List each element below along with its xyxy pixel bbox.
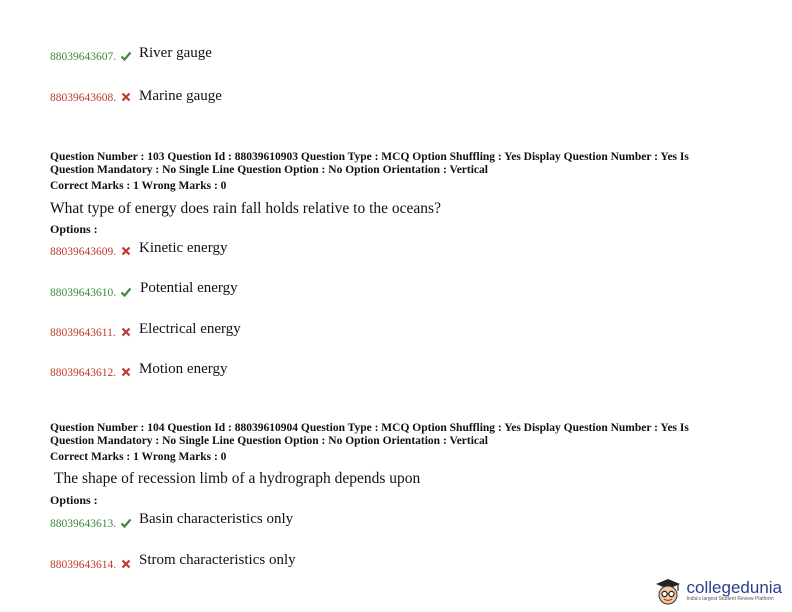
option-text: Marine gauge: [139, 88, 222, 104]
options-label: Options :: [50, 493, 98, 507]
question-text: What type of energy does rain fall holds relative to the oceans?: [50, 200, 441, 217]
option-text: Strom characteristics only: [139, 552, 296, 568]
option-id: 88039643610.: [50, 287, 117, 299]
collegedunia-logo: [653, 576, 782, 606]
option-id: 88039643612.: [50, 367, 117, 379]
option-id: 88039643613.: [50, 518, 117, 530]
marks-line: Correct Marks : 1 Wrong Marks : 0: [50, 180, 227, 192]
cross-icon: [120, 245, 132, 257]
option-row: [50, 47, 132, 65]
question-text: The shape of recession limb of a hydrograph depends upon: [54, 470, 421, 487]
graduate-mascot-icon: [653, 576, 683, 606]
marks-line: Correct Marks : 1 Wrong Marks : 0: [50, 451, 227, 463]
check-icon: [120, 50, 132, 62]
option-text: Basin characteristics only: [139, 511, 294, 527]
cross-icon: [120, 326, 132, 338]
logo-tagline: India's largest Student Review Platform: [686, 596, 774, 602]
question-meta: [50, 151, 689, 193]
option-row: [50, 555, 132, 573]
meta-line: Question Number : 103 Question Id : 88039610903 Question Type : MCQ Option Shuffling : Yes Display Question Number : Yes Is: [50, 151, 689, 163]
option-text: Potential energy: [140, 280, 238, 296]
option-text: Electrical energy: [139, 321, 241, 337]
option-id: 88039643607.: [50, 51, 117, 63]
option-id: 88039643608.: [50, 92, 117, 104]
cross-icon: [120, 558, 132, 570]
check-icon: [120, 286, 132, 298]
meta-line: Question Mandatory : No Single Line Question Option : No Option Orientation : Vertical: [50, 435, 488, 447]
check-icon: [120, 517, 132, 529]
option-row: [50, 88, 132, 106]
options-label: Options :: [50, 222, 98, 236]
option-row: [50, 283, 132, 301]
logo-name: collegedunia: [686, 578, 782, 597]
option-text: River gauge: [139, 45, 212, 61]
cross-icon: [120, 91, 132, 103]
option-text: Kinetic energy: [139, 240, 228, 256]
question-meta: [50, 422, 689, 464]
option-row: [50, 323, 132, 341]
option-id: 88039643611.: [50, 327, 116, 339]
cross-icon: [120, 366, 132, 378]
meta-line: Question Mandatory : No Single Line Question Option : No Option Orientation : Vertical: [50, 164, 488, 176]
option-row: [50, 514, 132, 532]
option-id: 88039643609.: [50, 246, 117, 258]
option-row: [50, 363, 132, 381]
option-text: Motion energy: [139, 361, 228, 377]
option-row: [50, 242, 132, 260]
meta-line: Question Number : 104 Question Id : 88039610904 Question Type : MCQ Option Shuffling : Yes Display Question Number : Yes Is: [50, 422, 689, 434]
option-id: 88039643614.: [50, 559, 117, 571]
logo-wordmark: [687, 579, 782, 603]
